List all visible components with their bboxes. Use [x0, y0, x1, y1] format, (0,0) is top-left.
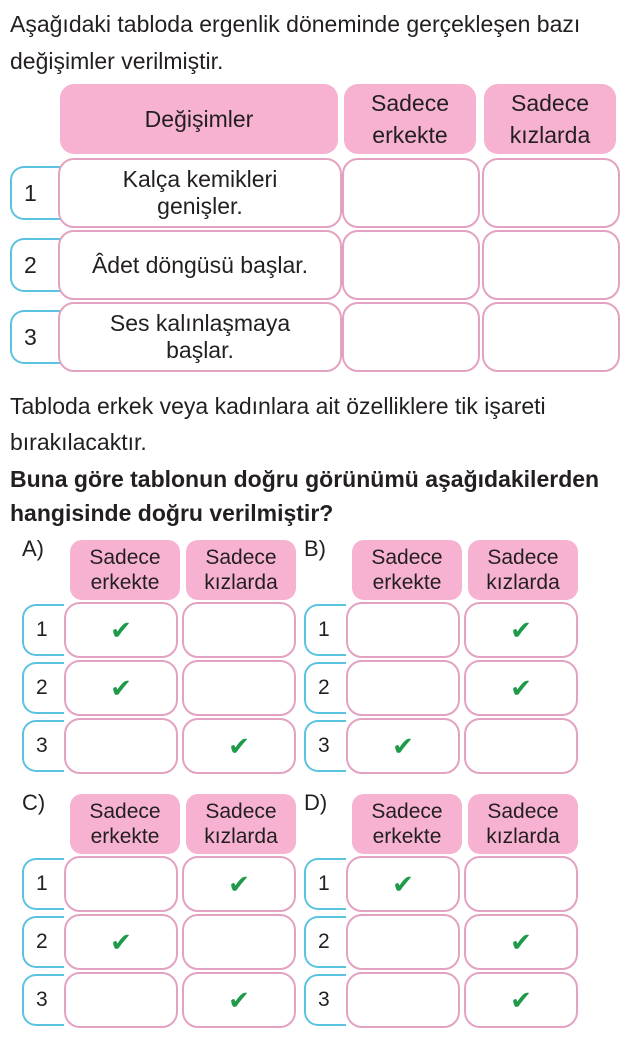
intro-text: Aşağıdaki tabloda ergenlik döneminde gerçekleşen bazı değişimler verilmiştir.: [10, 11, 581, 74]
changes-table: [0, 0, 637, 380]
row-number-1: 1: [10, 166, 66, 220]
option-a-row-number: 2: [22, 662, 64, 714]
option-a-header-girls: Sadece kızlarda: [186, 540, 296, 600]
option-label-d: D): [304, 790, 328, 815]
option-c-row-number: 3: [22, 974, 64, 1026]
header-only-boys: Sadece erkekte: [344, 84, 476, 154]
option-a-row-number: 1: [22, 604, 64, 656]
option-label-a: A): [22, 536, 44, 561]
option-d-row-2-girls-cell: [464, 914, 578, 970]
row-number-3: 3: [10, 310, 66, 364]
row-3-girls-cell[interactable]: [482, 302, 620, 372]
row-1-girls-cell[interactable]: [482, 158, 620, 228]
option-label-b: B): [304, 536, 326, 561]
row-change-3: Ses kalınlaşmaya başlar.: [58, 302, 342, 372]
option-d-row-3-girls-cell: [464, 972, 578, 1028]
option-a-row-1-boys-cell: [64, 602, 178, 658]
option-c-row-3-girls-cell: [182, 972, 296, 1028]
check-mark-icon: ✔: [228, 868, 250, 899]
option-a-row-2-girls-cell: [182, 660, 296, 716]
option-b-row-number: 1: [304, 604, 346, 656]
option-a-row-2-boys-cell: [64, 660, 178, 716]
option-b-row-1-girls-cell: [464, 602, 578, 658]
option-b-row-1-boys-cell: [346, 602, 460, 658]
check-mark-icon: ✔: [228, 984, 250, 1015]
check-mark-icon: ✔: [110, 614, 132, 645]
row-2-girls-cell[interactable]: [482, 230, 620, 300]
option-b-row-number: 3: [304, 720, 346, 772]
option-c-row-number: 1: [22, 858, 64, 910]
check-mark-icon: ✔: [110, 672, 132, 703]
option-c-header-boys: Sadece erkekte: [70, 794, 180, 854]
option-d-row-number: 3: [304, 974, 346, 1026]
option-c-row-1-boys-cell: [64, 856, 178, 912]
option-c-header-girls: Sadece kızlarda: [186, 794, 296, 854]
row-1-boys-cell[interactable]: [342, 158, 480, 228]
row-change-1: Kalça kemikleri genişler.: [58, 158, 342, 228]
option-d-row-1-boys-cell: [346, 856, 460, 912]
option-b-row-3-girls-cell: [464, 718, 578, 774]
option-b-row-2-boys-cell: [346, 660, 460, 716]
option-b-header-boys: Sadece erkekte: [352, 540, 462, 600]
check-mark-icon: ✔: [110, 926, 132, 957]
check-mark-icon: ✔: [392, 868, 414, 899]
option-b-row-2-girls-cell: [464, 660, 578, 716]
option-b-row-number: 2: [304, 662, 346, 714]
check-mark-icon: ✔: [392, 730, 414, 761]
row-change-2: Âdet döngüsü başlar.: [58, 230, 342, 300]
option-a-row-1-girls-cell: [182, 602, 296, 658]
check-mark-icon: ✔: [510, 984, 532, 1015]
option-label-c: C): [22, 790, 46, 815]
row-number-2: 2: [10, 238, 66, 292]
check-mark-icon: ✔: [510, 926, 532, 957]
check-mark-icon: ✔: [510, 614, 532, 645]
option-c-row-number: 2: [22, 916, 64, 968]
option-d-row-1-girls-cell: [464, 856, 578, 912]
option-c-row-1-girls-cell: [182, 856, 296, 912]
row-3-boys-cell[interactable]: [342, 302, 480, 372]
header-changes: Değişimler: [60, 84, 338, 154]
option-d-row-number: 2: [304, 916, 346, 968]
option-b-header-girls: Sadece kızlarda: [468, 540, 578, 600]
option-a-row-3-boys-cell: [64, 718, 178, 774]
option-a-row-3-girls-cell: [182, 718, 296, 774]
option-c-row-3-boys-cell: [64, 972, 178, 1028]
check-mark-icon: ✔: [510, 672, 532, 703]
option-d-row-number: 1: [304, 858, 346, 910]
row-2-boys-cell[interactable]: [342, 230, 480, 300]
option-d-header-girls: Sadece kızlarda: [468, 794, 578, 854]
option-c-row-2-girls-cell: [182, 914, 296, 970]
question-text: Buna göre tablonun doğru görünümü aşağıdakilerden hangisinde doğru verilmiştir?: [10, 466, 600, 526]
option-c-row-2-boys-cell: [64, 914, 178, 970]
option-a-row-number: 3: [22, 720, 64, 772]
option-a-header-boys: Sadece erkekte: [70, 540, 180, 600]
header-only-girls: Sadece kızlarda: [484, 84, 616, 154]
option-b-row-3-boys-cell: [346, 718, 460, 774]
note-text: Tabloda erkek veya kadınlara ait özelliklere tik işareti bırakılacaktır.: [10, 393, 546, 455]
option-d-header-boys: Sadece erkekte: [352, 794, 462, 854]
option-d-row-2-boys-cell: [346, 914, 460, 970]
option-d-row-3-boys-cell: [346, 972, 460, 1028]
check-mark-icon: ✔: [228, 730, 250, 761]
